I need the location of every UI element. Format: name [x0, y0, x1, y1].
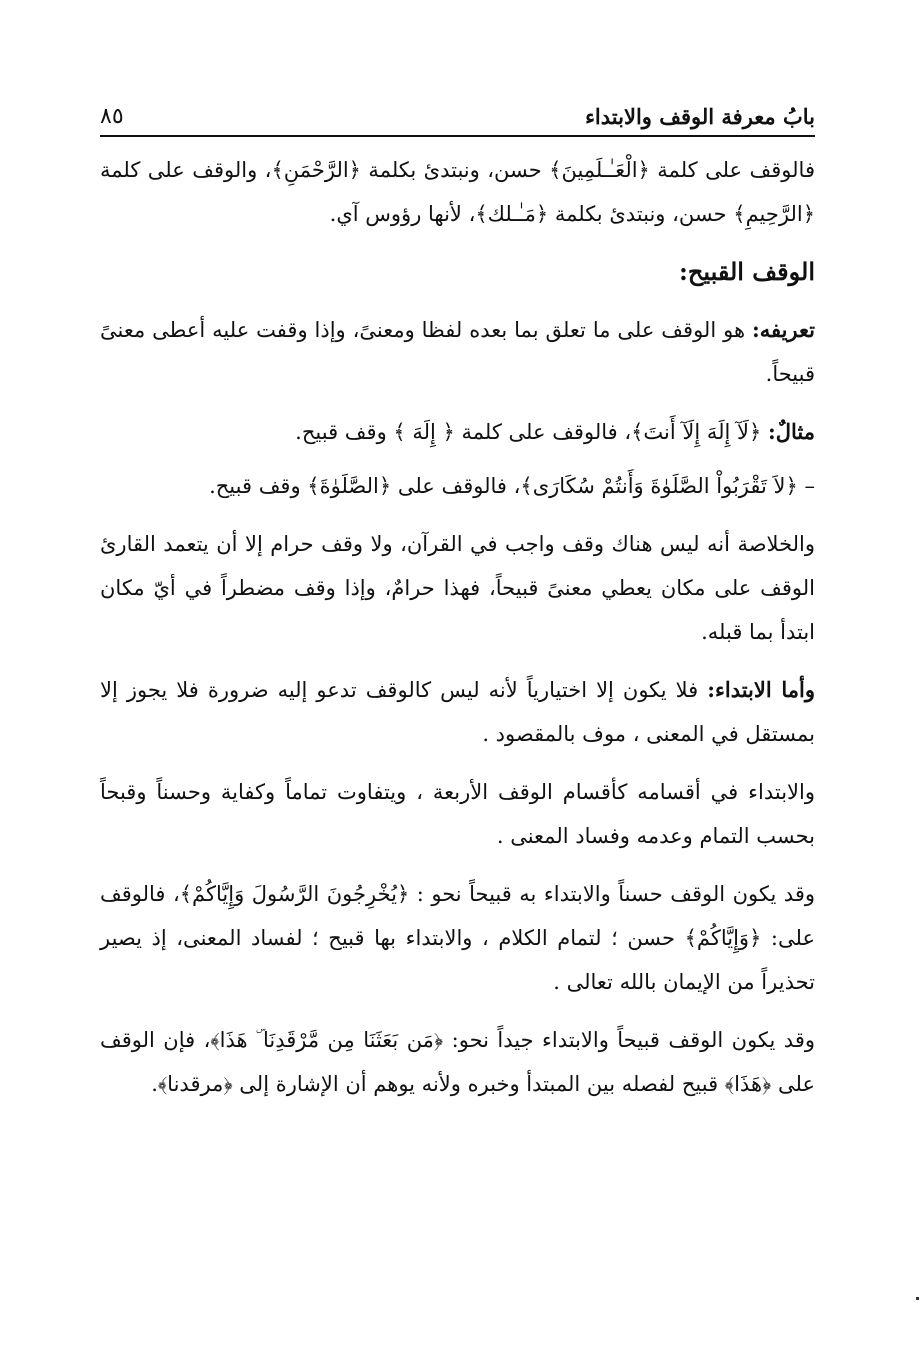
start-label: وأما الابتداء: — [707, 677, 815, 702]
definition-paragraph — [100, 308, 815, 396]
intro-paragraph: فالوقف على كلمة ﴿الْعَـٰـلَمِينَ﴾ حسن، ونبتدئ بكلمة ﴿الرَّحْمَنِ﴾، والوقف على كلمة ﴿الرَّحِيمِ﴾ حسن، ونبتدئ بكلمة ﴿مَـٰـلك﴾، لأنها رؤوس آي. — [100, 158, 815, 226]
page-header — [100, 95, 815, 137]
example4-paragraph: وقد يكون الوقف قبيحاً والابتداء جيداً نحو: ﴿مَن بَعَثَنَا مِن مَّرْقَدِنَا ۜ هَذَا﴾، فإن الوقف على ﴿هَذَا﴾ قبيح لفصله بين المبتدأ وخبره ولأنه يوهم أن الإشارة إلى ﴿مرقدنا﴾. — [100, 1028, 815, 1096]
example-text: ﴿لَآ إِلَهَ إِلَآ أَنتَ﴾، فالوقف على كلمة ﴿ إِلَهَ ﴾ وقف قبيح. — [295, 420, 768, 444]
example-label: مثالٌ: — [768, 419, 815, 444]
start-paragraph — [100, 668, 815, 756]
definition-text: هو الوقف على ما تعلق بما بعده لفظا ومعنىً، وإذا وقفت عليه أعطى معنىً قبيحاً. — [100, 318, 815, 386]
definition-label: تعريفه: — [751, 317, 815, 342]
scan-mark — [916, 1297, 919, 1300]
start-text: فلا يكون إلا اختيارياً لأنه ليس كالوقف تدعو إليه ضرورة فلا يجوز إلا بمستقل في المعنى ، موف بالمقصود . — [100, 678, 815, 746]
page-number: ٨٥ — [100, 104, 124, 129]
example-item-2: – ﴿لاَ تَقْرَبُواْ الصَّلَوٰةَ وَأَنتُمْ سُكَارَى﴾، فالوقف على ﴿الصَّلَوٰةَ﴾ وقف قبيح. — [209, 474, 815, 498]
page-body — [100, 148, 815, 1120]
chapter-title: بابُ معرفة الوقف والابتداء — [585, 104, 815, 129]
example3-paragraph: وقد يكون الوقف حسناً والابتداء به قبيحاً نحو : ﴿يُخْرِجُونَ الرَّسُولَ وَإِيَّاكُمْ﴾، فالوقف على: ﴿وَإِيَّاكُمْ﴾ حسن ؛ لتمام الكلام ، والابتداء بها قبيح ؛ لفساد المعنى، إذ يصير تحذيراً من الإيمان بالله تعالى . — [100, 882, 815, 994]
section-heading: الوقف القبيح: — [678, 257, 815, 286]
example-paragraph — [100, 410, 815, 454]
summary-paragraph: والخلاصة أنه ليس هناك وقف واجب في القرآن، ولا وقف حرام إلا أن يتعمد القارئ الوقف على مكان يعطي معنىً قبيحاً، فهذا حرامٌ، وإذا وقف مضطراً في أيّ مكان ابتدأ بما قبله. — [100, 532, 815, 644]
divisions-paragraph: والابتداء في أقسامه كأقسام الوقف الأربعة ، ويتفاوت تماماً وكفاية وحسناً وقبحاً بحسب التمام وعدمه وفساد المعنى . — [100, 780, 815, 848]
